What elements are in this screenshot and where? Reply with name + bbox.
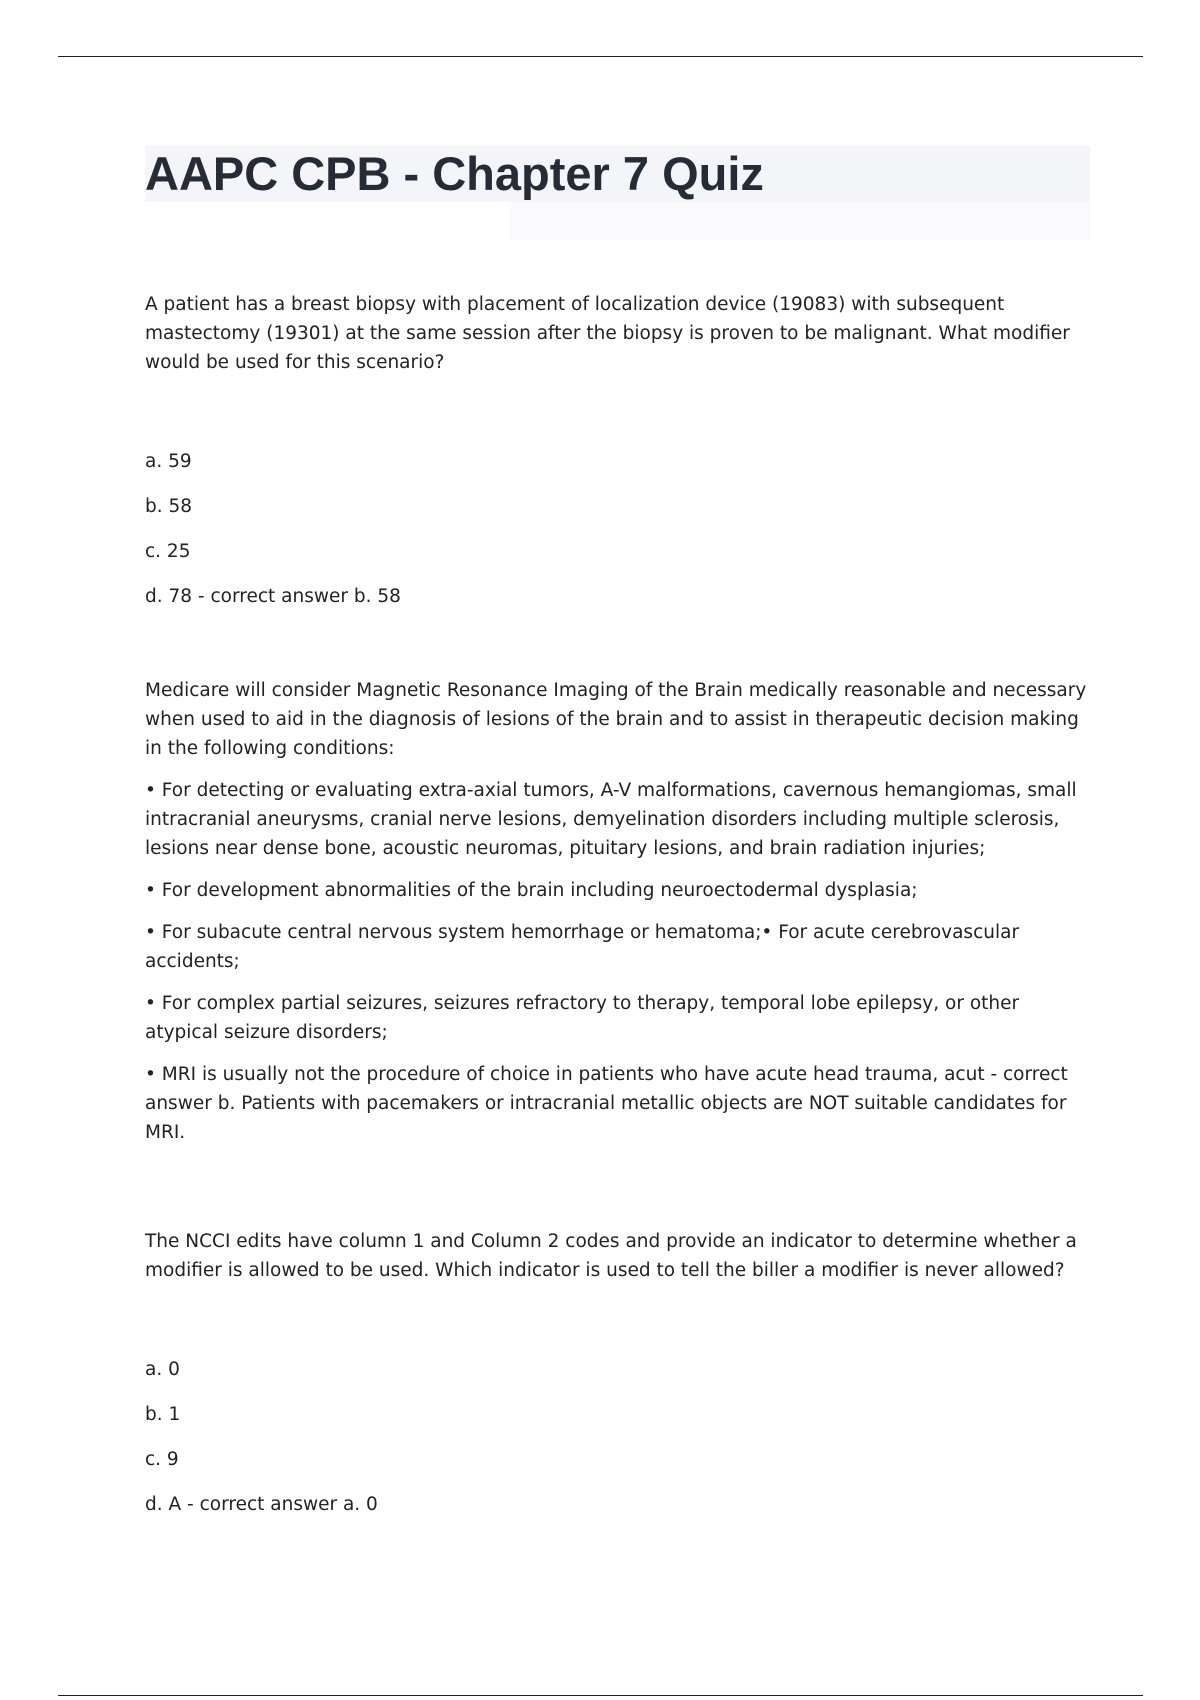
document-title: AAPC CPB - Chapter 7 Quiz (145, 147, 764, 200)
answer-option: b. 58 (145, 496, 193, 517)
question-1 (145, 290, 1090, 611)
title-highlight-lower (510, 202, 1090, 240)
answer-options (145, 1355, 1090, 1519)
bullet-item: • For development abnormalities of the brain including neuroectodermal dysplasia; (145, 880, 918, 901)
answer-option-with-answer: d. 78 - correct answer b. 58 (145, 586, 401, 607)
bullet-item: • For detecting or evaluating extra-axial tumors, A-V malformations, cavernous hemangiomas, small intracranial aneurysms, cranial nerve lesions, demyelination disorders including multiple sclerosis, lesions near dense bone, acoustic neuromas, pituitary lesions, and brain radiation injuries; (145, 780, 1077, 859)
question-text: The NCCI edits have column 1 and Column 2 codes and provide an indicator to determine whether a modifier is allowed to be used. Which indicator is used to tell the biller a modifier is never allowed? (145, 1231, 1077, 1281)
question-3 (145, 1227, 1090, 1519)
answer-option: c. 9 (145, 1449, 179, 1470)
bullet-item: • For complex partial seizures, seizures refractory to therapy, temporal lobe epilepsy, or other atypical seizure disorders; (145, 993, 1020, 1043)
bottom-rule (58, 1695, 1143, 1696)
answer-option-with-answer: d. A - correct answer a. 0 (145, 1494, 378, 1515)
bullet-item: • For subacute central nervous system hemorrhage or hematoma;• For acute cerebrovascular accidents; (145, 922, 1020, 972)
question-text: Medicare will consider Magnetic Resonance Imaging of the Brain medically reasonable and necessary when used to aid in the diagnosis of lesions of the brain and to assist in therapeutic decision making in the following conditions: (145, 680, 1087, 759)
top-rule (58, 56, 1143, 57)
answer-option: a. 59 (145, 451, 192, 472)
answer-option: a. 0 (145, 1359, 180, 1380)
answer-options (145, 447, 1090, 611)
question-2 (145, 676, 1090, 1147)
answer-option: b. 1 (145, 1404, 181, 1425)
bullet-item-with-answer: • MRI is usually not the procedure of choice in patients who have acute head trauma, acut - correct answer b. Patients with pacemakers or intracranial metallic objects are NOT suitable candidates for MRI. (145, 1064, 1068, 1143)
question-text: A patient has a breast biopsy with placement of localization device (19083) with subsequent mastectomy (19301) at the same session after the biopsy is proven to be malignant. What modifier would be used for this scenario? (145, 294, 1070, 373)
quiz-content (145, 290, 1090, 1519)
answer-option: c. 25 (145, 541, 191, 562)
